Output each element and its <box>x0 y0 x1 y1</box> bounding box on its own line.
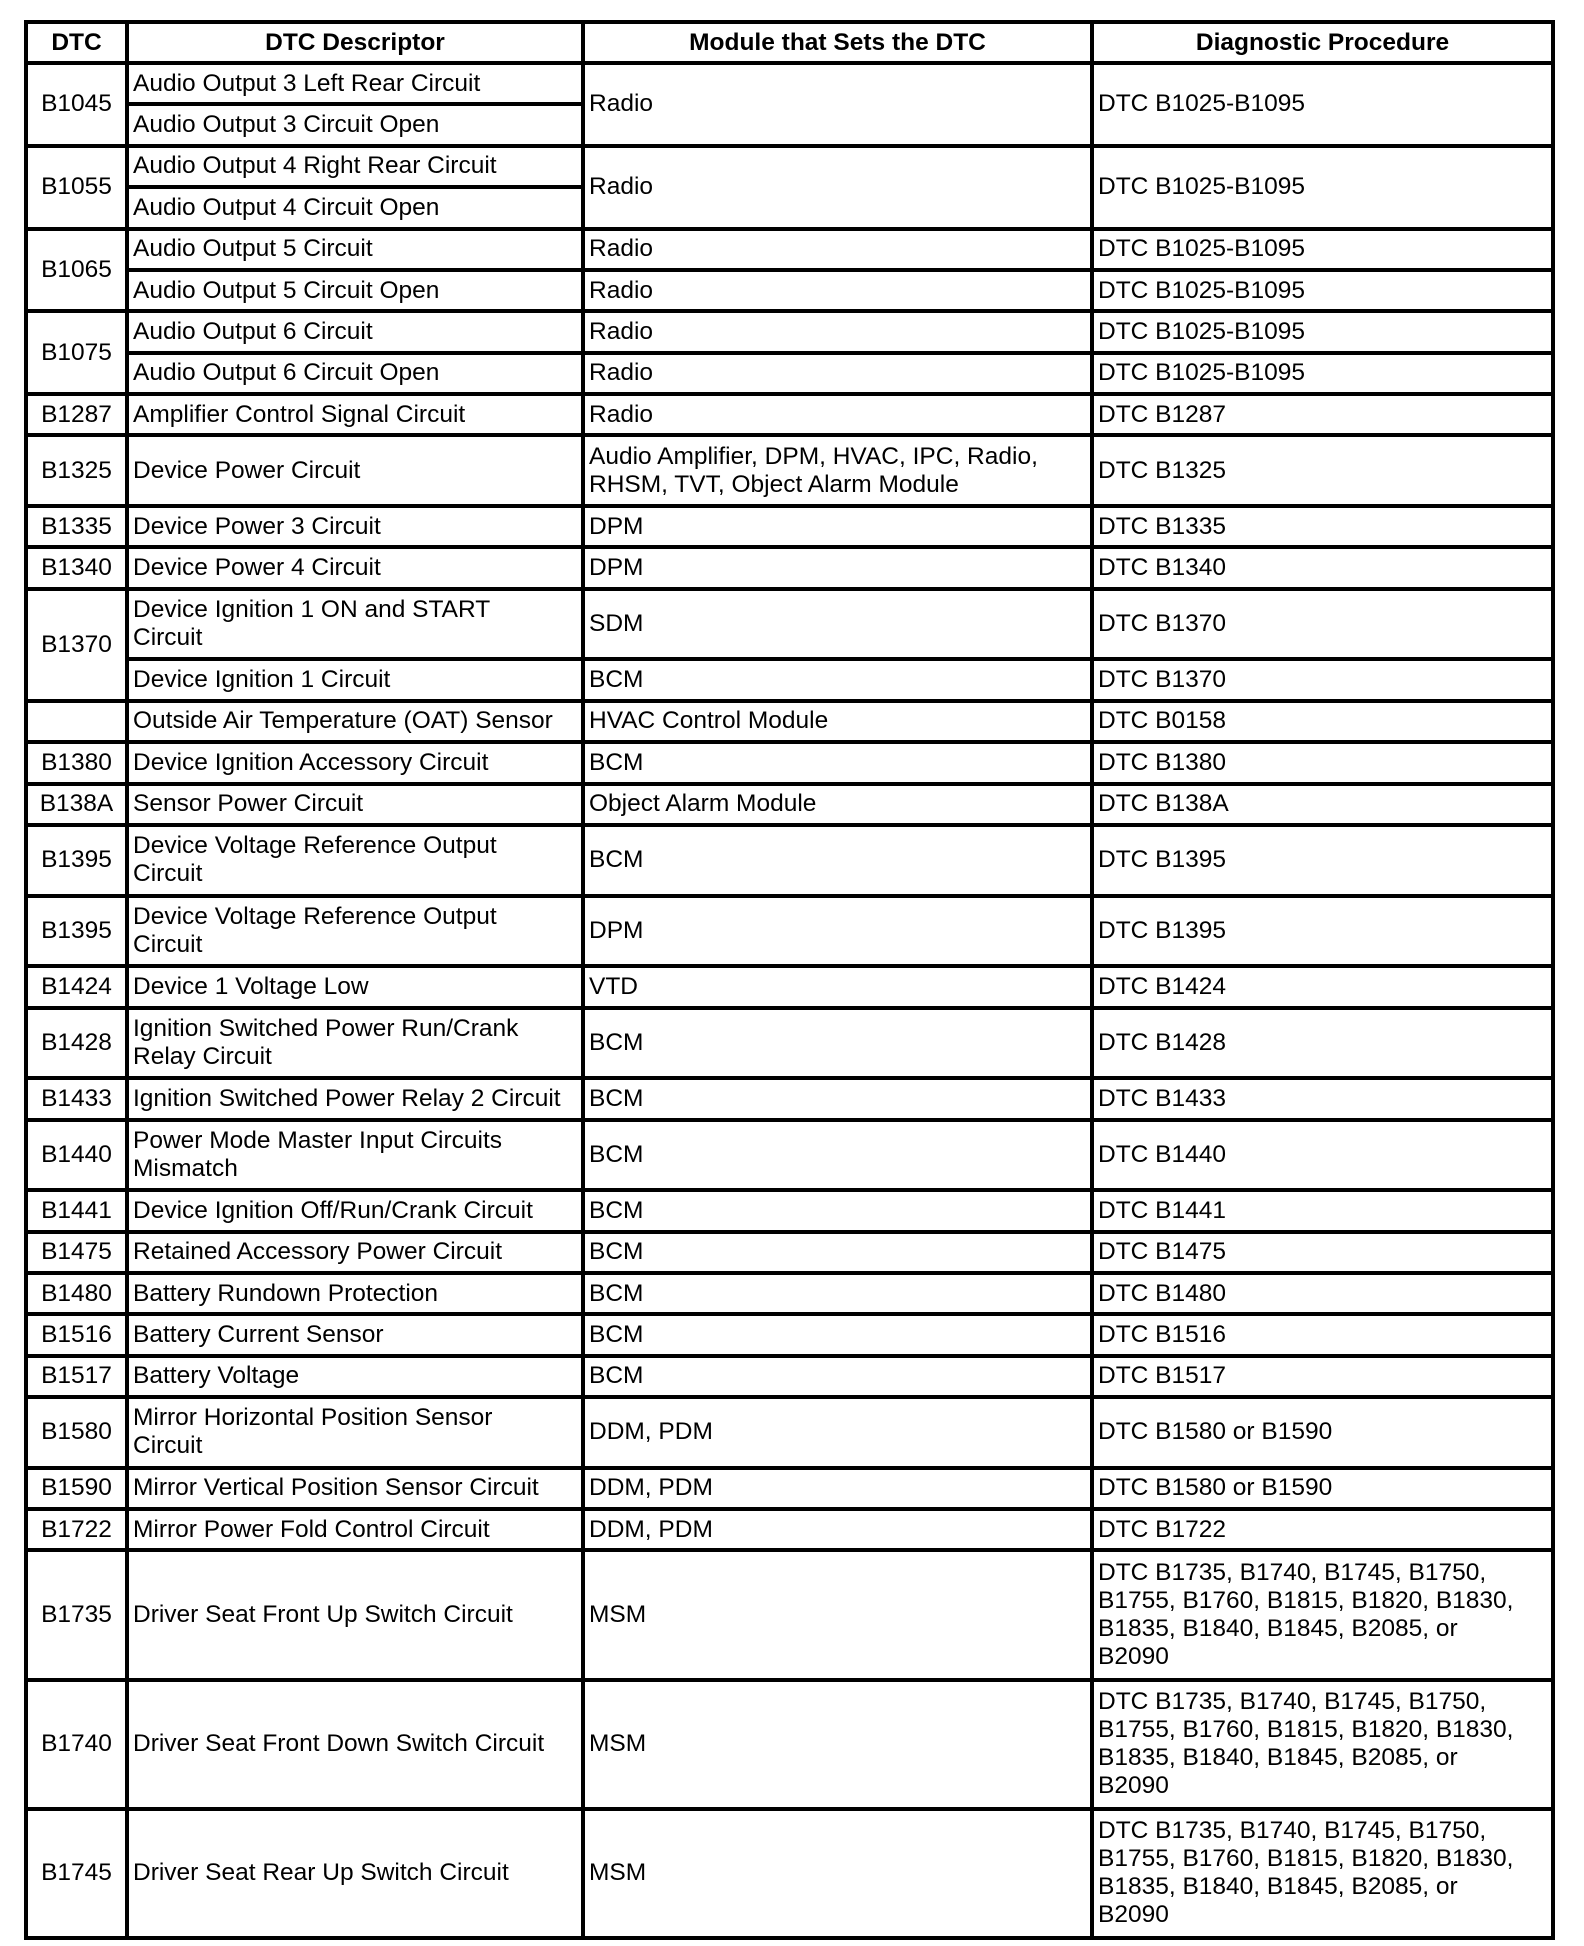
dtc-procedure: DTC B1025-B1095 <box>1092 353 1553 394</box>
dtc-descriptor: Driver Seat Rear Up Switch Circuit <box>127 1809 583 1938</box>
dtc-module: DPM <box>583 547 1092 588</box>
table-row <box>26 311 1553 352</box>
dtc-descriptor: Audio Output 4 Circuit Open <box>127 187 583 228</box>
dtc-descriptor: Power Mode Master Input Circuits Mismatch <box>127 1120 583 1191</box>
table-row <box>26 506 1553 547</box>
dtc-descriptor: Retained Accessory Power Circuit <box>127 1232 583 1273</box>
table-row <box>26 589 1553 660</box>
dtc-module: SDM <box>583 589 1092 660</box>
dtc-module: BCM <box>583 659 1092 700</box>
dtc-code: B1441 <box>26 1190 127 1231</box>
header-dtc: DTC <box>26 22 127 63</box>
header-module: Module that Sets the DTC <box>583 22 1092 63</box>
dtc-module: HVAC Control Module <box>583 701 1092 742</box>
dtc-procedure: DTC B138A <box>1092 784 1553 825</box>
dtc-code: B1517 <box>26 1356 127 1397</box>
dtc-procedure: DTC B1428 <box>1092 1008 1553 1079</box>
header-descriptor: DTC Descriptor <box>127 22 583 63</box>
dtc-procedure: DTC B1475 <box>1092 1232 1553 1273</box>
table-row <box>26 270 1553 311</box>
dtc-descriptor: Device Ignition Accessory Circuit <box>127 742 583 783</box>
table-row <box>26 1680 1553 1809</box>
dtc-procedure: DTC B1025-B1095 <box>1092 146 1553 229</box>
dtc-module: BCM <box>583 1078 1092 1119</box>
dtc-descriptor: Amplifier Control Signal Circuit <box>127 394 583 435</box>
dtc-module: DDM, PDM <box>583 1468 1092 1509</box>
table-row <box>26 825 1553 896</box>
dtc-procedure: DTC B1433 <box>1092 1078 1553 1119</box>
dtc-code: B1325 <box>26 435 127 506</box>
dtc-code: B1380 <box>26 742 127 783</box>
dtc-descriptor: Audio Output 6 Circuit Open <box>127 353 583 394</box>
dtc-procedure: DTC B1735, B1740, B1745, B1750, B1755, B1760, B1815, B1820, B1830, B1835, B1840, B1845, B2085, or B2090 <box>1092 1550 1553 1679</box>
dtc-descriptor: Mirror Vertical Position Sensor Circuit <box>127 1468 583 1509</box>
table-row <box>26 1078 1553 1119</box>
table-row <box>26 1509 1553 1550</box>
dtc-procedure: DTC B1580 or B1590 <box>1092 1468 1553 1509</box>
dtc-module: DPM <box>583 896 1092 967</box>
dtc-module: Object Alarm Module <box>583 784 1092 825</box>
dtc-procedure: DTC B0158 <box>1092 701 1553 742</box>
dtc-descriptor: Battery Rundown Protection <box>127 1273 583 1314</box>
table-row <box>26 1120 1553 1191</box>
dtc-code: B1075 <box>26 311 127 394</box>
dtc-code: B1395 <box>26 896 127 967</box>
dtc-module: Radio <box>583 146 1092 229</box>
dtc-module: MSM <box>583 1680 1092 1809</box>
table-row <box>26 1550 1553 1679</box>
dtc-procedure: DTC B1516 <box>1092 1314 1553 1355</box>
dtc-descriptor: Mirror Horizontal Position Sensor Circuit <box>127 1397 583 1468</box>
header-row <box>26 22 1553 63</box>
dtc-descriptor: Device Power 3 Circuit <box>127 506 583 547</box>
dtc-procedure: DTC B1440 <box>1092 1120 1553 1191</box>
dtc-code: B1480 <box>26 1273 127 1314</box>
dtc-descriptor: Battery Current Sensor <box>127 1314 583 1355</box>
dtc-code: B1340 <box>26 547 127 588</box>
dtc-procedure: DTC B1395 <box>1092 825 1553 896</box>
dtc-descriptor: Ignition Switched Power Relay 2 Circuit <box>127 1078 583 1119</box>
table-row <box>26 701 1553 742</box>
table-row <box>26 1468 1553 1509</box>
dtc-code: B1424 <box>26 966 127 1007</box>
dtc-module: Radio <box>583 353 1092 394</box>
dtc-procedure: DTC B1441 <box>1092 1190 1553 1231</box>
dtc-code: B1433 <box>26 1078 127 1119</box>
dtc-module: BCM <box>583 1008 1092 1079</box>
table-row <box>26 394 1553 435</box>
dtc-module: BCM <box>583 1120 1092 1191</box>
table-row <box>26 1356 1553 1397</box>
dtc-module: VTD <box>583 966 1092 1007</box>
dtc-procedure: DTC B1480 <box>1092 1273 1553 1314</box>
table-row <box>26 1397 1553 1468</box>
dtc-module: Radio <box>583 270 1092 311</box>
dtc-descriptor: Outside Air Temperature (OAT) Sensor <box>127 701 583 742</box>
table-row <box>26 742 1553 783</box>
dtc-module: BCM <box>583 1356 1092 1397</box>
dtc-code: B1475 <box>26 1232 127 1273</box>
table-row <box>26 659 1553 700</box>
table-row <box>26 229 1553 270</box>
dtc-procedure: DTC B1380 <box>1092 742 1553 783</box>
table-row <box>26 1809 1553 1938</box>
dtc-code: B1045 <box>26 63 127 146</box>
dtc-procedure: DTC B1370 <box>1092 589 1553 660</box>
dtc-code: B1065 <box>26 229 127 312</box>
dtc-module: DDM, PDM <box>583 1509 1092 1550</box>
dtc-code: B1590 <box>26 1468 127 1509</box>
dtc-code: B1440 <box>26 1120 127 1191</box>
table-row <box>26 435 1553 506</box>
dtc-procedure: DTC B1025-B1095 <box>1092 270 1553 311</box>
dtc-procedure: DTC B1735, B1740, B1745, B1750, B1755, B1760, B1815, B1820, B1830, B1835, B1840, B1845, B2085, or B2090 <box>1092 1809 1553 1938</box>
dtc-descriptor: Device Ignition Off/Run/Crank Circuit <box>127 1190 583 1231</box>
dtc-module: Radio <box>583 63 1092 146</box>
dtc-code: B1722 <box>26 1509 127 1550</box>
table-row <box>26 1008 1553 1079</box>
dtc-procedure: DTC B1025-B1095 <box>1092 311 1553 352</box>
dtc-table <box>24 20 1555 1940</box>
table-row <box>26 1314 1553 1355</box>
dtc-descriptor: Driver Seat Front Up Switch Circuit <box>127 1550 583 1679</box>
table-row <box>26 966 1553 1007</box>
dtc-module: BCM <box>583 1273 1092 1314</box>
dtc-code: B138A <box>26 784 127 825</box>
dtc-descriptor: Audio Output 3 Left Rear Circuit <box>127 63 583 104</box>
dtc-code: B1735 <box>26 1550 127 1679</box>
dtc-code: B1370 <box>26 589 127 701</box>
dtc-procedure: DTC B1335 <box>1092 506 1553 547</box>
dtc-procedure: DTC B1517 <box>1092 1356 1553 1397</box>
dtc-descriptor: Device Ignition 1 Circuit <box>127 659 583 700</box>
table-row <box>26 896 1553 967</box>
dtc-descriptor: Device Power Circuit <box>127 435 583 506</box>
dtc-module: MSM <box>583 1550 1092 1679</box>
dtc-code <box>26 701 127 742</box>
table-row <box>26 1273 1553 1314</box>
dtc-procedure: DTC B1580 or B1590 <box>1092 1397 1553 1468</box>
dtc-code: B1516 <box>26 1314 127 1355</box>
dtc-module: BCM <box>583 1190 1092 1231</box>
dtc-procedure: DTC B1025-B1095 <box>1092 229 1553 270</box>
dtc-descriptor: Battery Voltage <box>127 1356 583 1397</box>
dtc-procedure: DTC B1735, B1740, B1745, B1750, B1755, B1760, B1815, B1820, B1830, B1835, B1840, B1845, B2085, or B2090 <box>1092 1680 1553 1809</box>
dtc-module: Radio <box>583 229 1092 270</box>
table-row <box>26 1190 1553 1231</box>
dtc-descriptor: Device Ignition 1 ON and START Circuit <box>127 589 583 660</box>
dtc-procedure: DTC B1025-B1095 <box>1092 63 1553 146</box>
dtc-module: DPM <box>583 506 1092 547</box>
dtc-module: Audio Amplifier, DPM, HVAC, IPC, Radio, RHSM, TVT, Object Alarm Module <box>583 435 1092 506</box>
table-row <box>26 353 1553 394</box>
dtc-descriptor: Audio Output 6 Circuit <box>127 311 583 352</box>
dtc-procedure: DTC B1424 <box>1092 966 1553 1007</box>
dtc-descriptor: Mirror Power Fold Control Circuit <box>127 1509 583 1550</box>
dtc-procedure: DTC B1325 <box>1092 435 1553 506</box>
dtc-descriptor: Audio Output 5 Circuit Open <box>127 270 583 311</box>
dtc-descriptor: Audio Output 3 Circuit Open <box>127 104 583 145</box>
dtc-code: B1428 <box>26 1008 127 1079</box>
dtc-module: MSM <box>583 1809 1092 1938</box>
dtc-module: DDM, PDM <box>583 1397 1092 1468</box>
dtc-code: B1580 <box>26 1397 127 1468</box>
dtc-descriptor: Device Voltage Reference Output Circuit <box>127 825 583 896</box>
dtc-module: BCM <box>583 1314 1092 1355</box>
dtc-descriptor: Device Power 4 Circuit <box>127 547 583 588</box>
dtc-procedure: DTC B1395 <box>1092 896 1553 967</box>
dtc-descriptor: Audio Output 4 Right Rear Circuit <box>127 146 583 187</box>
dtc-code: B1740 <box>26 1680 127 1809</box>
table-row <box>26 784 1553 825</box>
dtc-module: BCM <box>583 742 1092 783</box>
dtc-descriptor: Audio Output 5 Circuit <box>127 229 583 270</box>
header-procedure: Diagnostic Procedure <box>1092 22 1553 63</box>
dtc-module: Radio <box>583 311 1092 352</box>
dtc-module: BCM <box>583 825 1092 896</box>
table-row <box>26 547 1553 588</box>
table-row <box>26 63 1553 104</box>
dtc-code: B1335 <box>26 506 127 547</box>
table-row <box>26 1232 1553 1273</box>
dtc-code: B1745 <box>26 1809 127 1938</box>
dtc-procedure: DTC B1370 <box>1092 659 1553 700</box>
dtc-descriptor: Driver Seat Front Down Switch Circuit <box>127 1680 583 1809</box>
dtc-module: Radio <box>583 394 1092 435</box>
table-row <box>26 146 1553 187</box>
dtc-procedure: DTC B1340 <box>1092 547 1553 588</box>
dtc-descriptor: Device Voltage Reference Output Circuit <box>127 896 583 967</box>
dtc-code: B1395 <box>26 825 127 896</box>
dtc-procedure: DTC B1287 <box>1092 394 1553 435</box>
dtc-code: B1287 <box>26 394 127 435</box>
dtc-descriptor: Sensor Power Circuit <box>127 784 583 825</box>
dtc-module: BCM <box>583 1232 1092 1273</box>
dtc-descriptor: Device 1 Voltage Low <box>127 966 583 1007</box>
dtc-descriptor: Ignition Switched Power Run/Crank Relay Circuit <box>127 1008 583 1079</box>
dtc-procedure: DTC B1722 <box>1092 1509 1553 1550</box>
dtc-code: B1055 <box>26 146 127 229</box>
